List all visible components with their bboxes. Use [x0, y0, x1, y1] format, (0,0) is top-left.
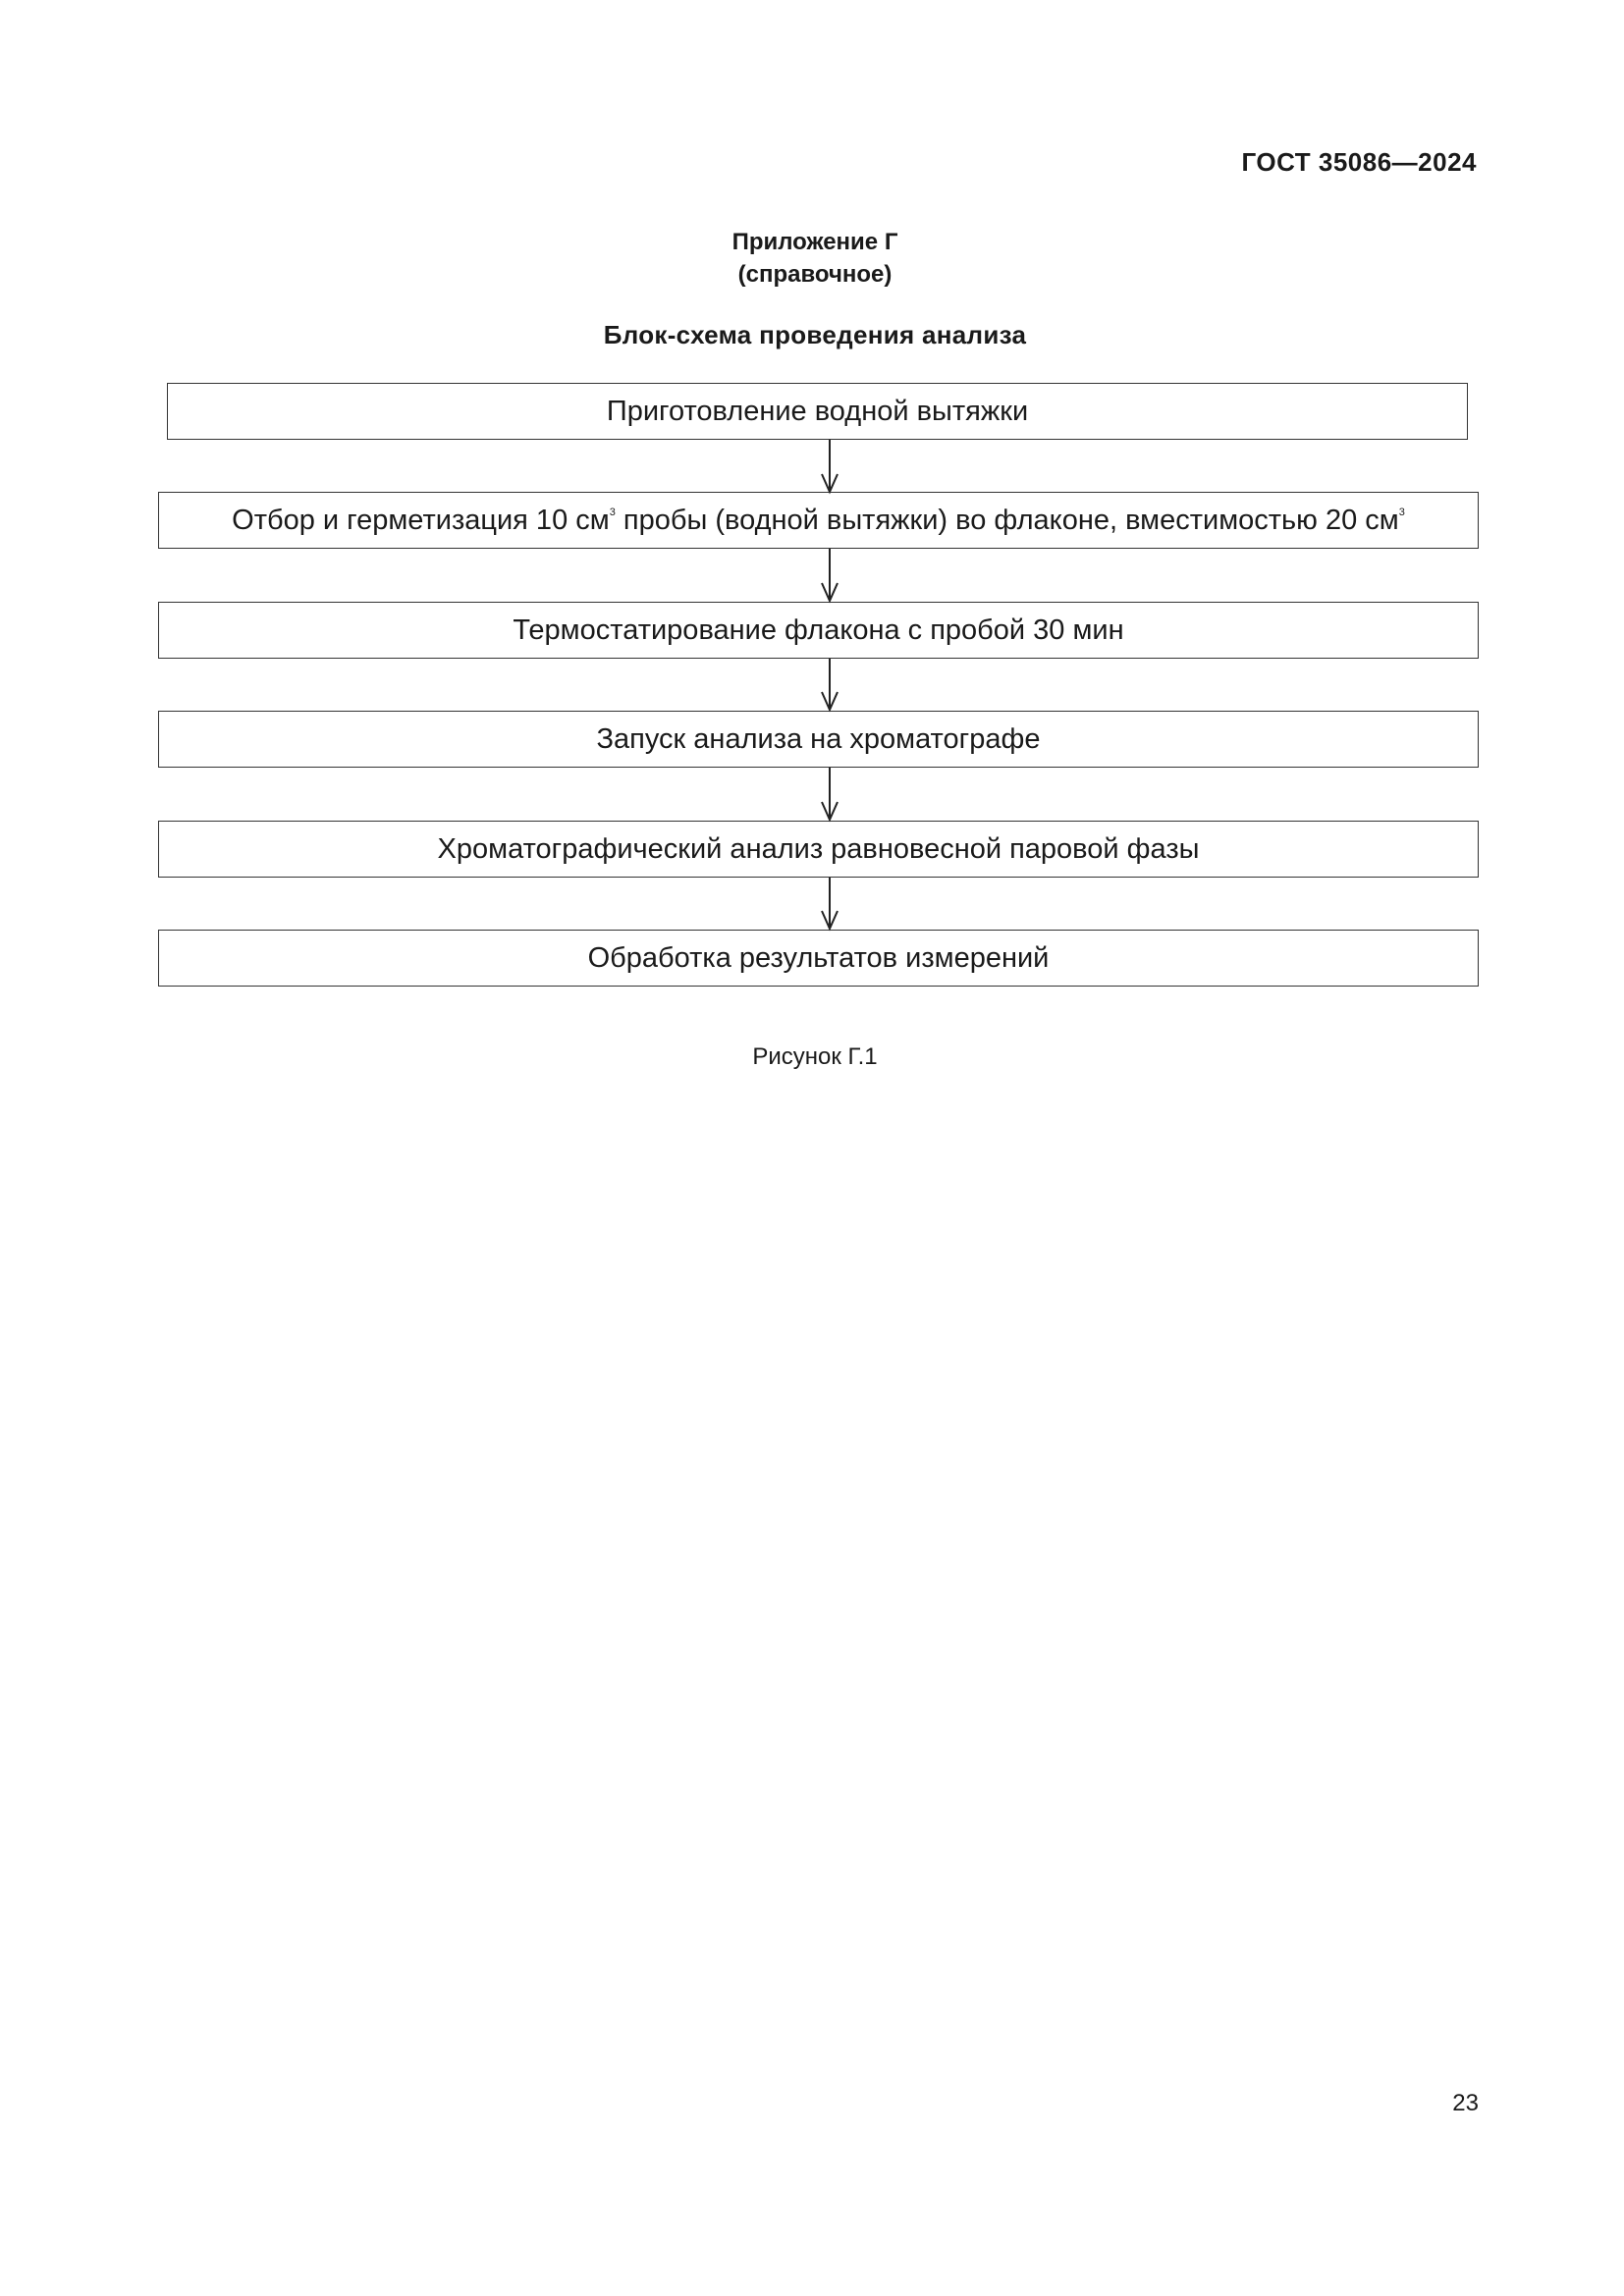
flow-step-2-text-part-2: пробы (водной вытяжки) во флаконе, вместимостью 20 см [615, 504, 1399, 536]
flow-step-1-text: Приготовление водной вытяжки [606, 395, 1029, 427]
arrow-step-4-to-5 [822, 768, 838, 820]
flowchart-title: Блок-схема проведения анализа [603, 320, 1027, 349]
figure-caption: Рисунок Г.1 [752, 1043, 878, 1070]
appendix-heading [0, 226, 1624, 291]
flow-step-4 [158, 711, 1479, 768]
arrow-step-5-to-6 [822, 878, 838, 929]
flow-step-2 [158, 492, 1479, 549]
flow-step-4-text: Запуск анализа на хроматографе [596, 722, 1041, 755]
arrow-step-1-to-2 [822, 440, 838, 492]
flow-step-2-text [232, 505, 1405, 537]
page-number: 23 [1452, 2090, 1479, 2116]
flow-step-3 [158, 602, 1479, 659]
flow-step-5 [158, 821, 1479, 878]
flow-step-1 [167, 383, 1468, 440]
document-code: ГОСТ 35086—2024 [1241, 147, 1477, 177]
superscript-cubic-2: 3 [1398, 506, 1405, 518]
appendix-title: Приложение Г [731, 229, 898, 255]
arrow-step-3-to-4 [822, 659, 838, 710]
arrow-step-2-to-3 [822, 549, 838, 601]
superscript-cubic-1: 3 [609, 506, 616, 518]
flow-step-5-text: Хроматографический анализ равновесной паровой фазы [437, 832, 1200, 865]
flow-step-2-text-part-1: Отбор и герметизация 10 см [232, 504, 610, 536]
flow-step-6-text: Обработка результатов измерений [587, 941, 1050, 974]
flow-step-3-text: Термостатирование флакона с пробой 30 мин [513, 614, 1124, 646]
flow-step-6 [158, 930, 1479, 987]
appendix-subtitle: (справочное) [737, 261, 893, 288]
